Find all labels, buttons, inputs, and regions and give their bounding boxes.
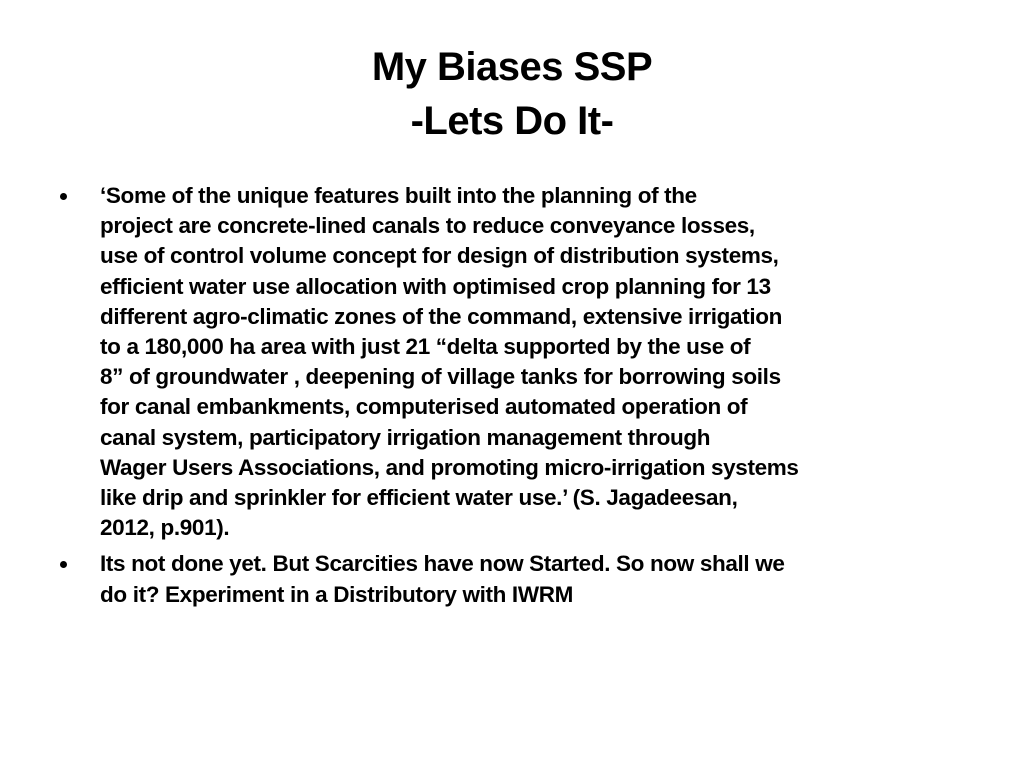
text-line: like drip and sprinkler for efficient water use.’ (S. Jagadeesan, xyxy=(100,485,738,511)
text-line: canal system, participatory irrigation management through xyxy=(100,424,711,450)
title-line-2: -Lets Do It- xyxy=(410,99,614,143)
bullet-item-quote xyxy=(60,181,980,543)
bullet-dot-icon xyxy=(60,561,67,568)
text-line: do it? Experiment in a Distributory with IWRM xyxy=(100,581,574,607)
text-line: Wager Users Associations, and promoting micro-irrigation systems xyxy=(100,454,799,480)
bullet-list xyxy=(60,181,980,610)
text-line: ‘Some of the unique features built into the planning of the xyxy=(100,183,697,208)
text-line: Its not done yet. But Scarcities have now Started. So now shall we xyxy=(100,551,785,577)
text-line: to a 180,000 ha area with just 21 “delta supported by the use of xyxy=(100,334,751,360)
bullet-dot-icon xyxy=(60,193,67,200)
text-line: efficient water use allocation with optimised crop planning for 13 xyxy=(100,273,771,299)
text-line: different agro-climatic zones of the command, extensive irrigation xyxy=(100,303,783,329)
text-line: for canal embankments, computerised automated operation of xyxy=(100,394,748,420)
text-line: project are concrete-lined canals to reduce conveyance losses, xyxy=(100,213,755,239)
text-line: 8” of groundwater , deepening of village tanks for borrowing soils xyxy=(100,364,781,390)
bullet-item-status xyxy=(60,549,980,609)
bullet-text xyxy=(100,549,980,609)
text-line: use of control volume concept for design of distribution systems, xyxy=(100,243,779,269)
bullet-text xyxy=(100,181,980,543)
text-line: 2012, p.901). xyxy=(100,515,230,541)
slide-title xyxy=(0,40,1024,148)
title-line-1: My Biases SSP xyxy=(371,45,653,89)
